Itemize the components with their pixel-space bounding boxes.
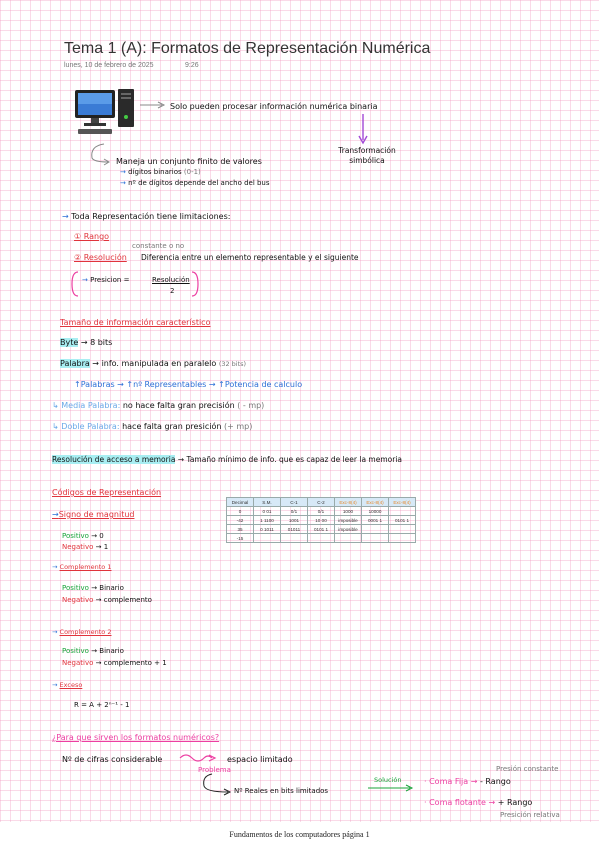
table-row	[227, 534, 416, 543]
curve-arrow-icon	[200, 772, 234, 798]
c1-heading-text: Complemento 1	[59, 563, 112, 571]
excess-heading: → Exceso	[52, 681, 83, 689]
page-time: 9:26	[185, 62, 199, 69]
finite-set-text: Maneja un conjunto finito de valores	[116, 157, 262, 166]
double-word-label: Doble Palabra:	[61, 422, 120, 431]
c1-positive-label: Positivo	[62, 584, 89, 592]
page-date: lunes, 10 de febrero de 2025	[64, 62, 154, 69]
table-cell	[335, 534, 362, 543]
memory-access-label: Resolución de acceso a memoria	[52, 455, 176, 464]
table-cell	[389, 525, 416, 534]
table-cell: 0	[227, 507, 254, 516]
table-cell: imposible	[335, 516, 362, 525]
table-cell	[362, 534, 389, 543]
binary-digits-item: → dígitos binarios (0-1)	[120, 168, 201, 176]
floating-point-row: · Coma flotante → + Rango	[424, 798, 533, 807]
c2-heading: → Complemento 2	[52, 628, 112, 636]
resolution-label: ② Resolución	[74, 253, 127, 262]
half-word-label: Media Palabra:	[61, 401, 121, 410]
table-cell: 01011	[281, 525, 308, 534]
double-word-text: hace falta gran presición	[122, 422, 222, 431]
c2-negative: Negativo → complemento + 1	[62, 659, 167, 667]
sm-negative-value: 1	[103, 543, 109, 551]
info-size-heading: Tamaño de información característico	[60, 318, 211, 327]
table-cell	[254, 534, 281, 543]
c2-negative-label: Negativo	[62, 659, 94, 667]
double-word-note: (+ mp)	[223, 422, 253, 431]
table-cell: 0/1	[281, 507, 308, 516]
excess-heading-text: Exceso	[59, 681, 83, 689]
computer-icon	[74, 87, 136, 137]
c2-negative-value: complemento + 1	[103, 659, 167, 667]
table-row	[227, 507, 416, 516]
sm-negative: Negativo → 1	[62, 543, 109, 551]
digits-bus-item: → nº de dígitos depende del ancho del bus	[120, 179, 270, 187]
range-label: ① Rango	[74, 232, 110, 241]
word-note: (32 bits)	[218, 360, 247, 368]
table-header-cell: C-1	[281, 498, 308, 507]
half-word-row: ↳ Media Palabra: no hace falta gran precisión ( - mp)	[52, 401, 265, 410]
fixed-precision-note: Presión constante	[496, 765, 559, 773]
arrow-icon	[138, 100, 168, 110]
precision-formula: → Presicion =	[82, 276, 130, 284]
floating-point-label: Coma flotante	[429, 798, 486, 807]
c1-negative-label: Negativo	[62, 596, 94, 604]
codes-heading: Códigos de Representación	[52, 488, 162, 497]
problem-label: Problema	[198, 766, 231, 774]
table-cell: 1000	[335, 507, 362, 516]
c1-heading: → Complemento 1	[52, 563, 112, 571]
constant-note: constante o no	[132, 242, 185, 250]
resolution-definition: Diferencia entre un elemento representable y el siguiente	[141, 253, 359, 262]
table-cell	[389, 534, 416, 543]
table-row	[227, 525, 416, 534]
limited-space: espacio limitado	[227, 755, 293, 764]
byte-label: Byte	[60, 338, 79, 347]
sm-positive: Positivo → 0	[62, 532, 104, 540]
table-cell: 1 1100	[254, 516, 281, 525]
memory-access-text: Tamaño mínimo de info. que es capaz de leer la memoria	[186, 455, 403, 464]
c2-positive-label: Positivo	[62, 647, 89, 655]
limitations-heading-text: Toda Representación tiene limitaciones:	[71, 212, 231, 221]
table-cell: 10 00	[308, 516, 335, 525]
relative-precision-note: Presición relativa	[500, 811, 560, 819]
byte-value: 8 bits	[90, 338, 113, 347]
c1-negative-value: complemento	[103, 596, 152, 604]
table-cell	[308, 534, 335, 543]
codes-table	[226, 497, 416, 543]
sm-positive-label: Positivo	[62, 532, 89, 540]
digits-bus-text: nº de dígitos depende del ancho del bus	[128, 179, 270, 187]
table-cell	[362, 525, 389, 534]
c1-negative: Negativo → complemento	[62, 596, 152, 604]
table-cell: 0001 1	[362, 516, 389, 525]
table-cell	[389, 507, 416, 516]
half-word-text: no hace falta gran precisión	[122, 401, 235, 410]
table-header-cell: S.M.	[254, 498, 281, 507]
table-header-cell: C-2	[308, 498, 335, 507]
floating-point-value: + Rango	[497, 798, 533, 807]
word-row: Palabra → info. manipulada en paralelo (32 bits)	[60, 359, 247, 368]
table-cell: 1001	[281, 516, 308, 525]
precision-lhs: Presicion =	[90, 276, 130, 284]
excess-formula: R = A + 2ⁿ⁻¹ - 1	[74, 701, 130, 709]
table-cell: 0 1011	[254, 525, 281, 534]
table-header-cell: Exc-8(4)	[335, 498, 362, 507]
page-footer: Fundamentos de los computadores página 1	[229, 830, 370, 839]
word-label: Palabra	[60, 359, 90, 368]
curve-arrow-icon	[86, 140, 114, 168]
fixed-point-value: - Rango	[479, 777, 511, 786]
table-cell: imposible	[335, 525, 362, 534]
codes-table-wrapper	[226, 497, 416, 543]
only-binary-text: Solo pueden procesar información numérica binaria	[170, 102, 378, 111]
word-value: info. manipulada en paralelo	[101, 359, 217, 368]
arrow-icon	[366, 783, 416, 793]
c1-positive-value: Binario	[99, 584, 124, 592]
fixed-point-row: · Coma Fija → - Rango	[424, 777, 511, 786]
binary-digits-note: (0-1)	[183, 168, 201, 176]
words-chain: ↑Palabras → ↑nº Representables → ↑Potencia de calculo	[74, 380, 303, 389]
page-title: Tema 1 (A): Formatos de Representación Numérica	[64, 40, 431, 57]
table-header-cell: Exc-8(4)	[362, 498, 389, 507]
limitations-heading: → Toda Representación tiene limitaciones:	[62, 212, 231, 221]
precision-bracket-icon	[70, 270, 200, 298]
table-cell: 35	[227, 525, 254, 534]
precision-denominator: 2	[170, 287, 175, 295]
table-cell: 0101 1	[389, 516, 416, 525]
solution-label: Solución	[374, 776, 402, 784]
precision-numerator: Resolución	[152, 276, 190, 284]
sign-magnitude-heading: →Signo de magnitud	[52, 510, 135, 519]
table-cell	[281, 534, 308, 543]
table-header-row	[227, 498, 416, 507]
sm-positive-value: 0	[99, 532, 104, 540]
table-cell: 0/1	[308, 507, 335, 516]
binary-digits-text: dígitos binarios	[128, 168, 182, 176]
fixed-point-label: Coma Fija	[429, 777, 469, 786]
table-cell: -42	[227, 516, 254, 525]
c2-heading-text: Complemento 2	[59, 628, 112, 636]
formats-heading: ¿Para que sirven los formatos numéricos?	[52, 733, 220, 742]
table-header-cell: Decimal	[227, 498, 254, 507]
arrow-down-icon	[356, 112, 370, 146]
c2-positive: Positivo → Binario	[62, 647, 124, 655]
reals-limited: Nº Reales en bits limitados	[234, 787, 329, 795]
c2-positive-value: Binario	[99, 647, 124, 655]
sign-magnitude-text: Signo de magnitud	[58, 510, 135, 519]
double-word-row: ↳ Doble Palabra: hace falta gran presición (+ mp)	[52, 422, 253, 431]
table-cell: -15	[227, 534, 254, 543]
table-cell: 0 01	[254, 507, 281, 516]
table-cell: 0101 1	[308, 525, 335, 534]
table-row	[227, 516, 416, 525]
symbolic-transformation: Transformación simbólica	[338, 146, 396, 165]
table-cell: 10000	[362, 507, 389, 516]
memory-access-row: Resolución de acceso a memoria → Tamaño mínimo de info. que es capaz de leer la memoria	[52, 455, 403, 464]
half-word-note: ( - mp)	[237, 401, 265, 410]
digits-considerable: Nº de cifras considerable	[62, 755, 163, 764]
byte-row: Byte → 8 bits	[60, 338, 113, 347]
wave-arrow-icon	[178, 752, 220, 764]
sm-negative-label: Negativo	[62, 543, 94, 551]
c1-positive: Positivo → Binario	[62, 584, 124, 592]
table-header-cell: Exc-8(4)	[389, 498, 416, 507]
